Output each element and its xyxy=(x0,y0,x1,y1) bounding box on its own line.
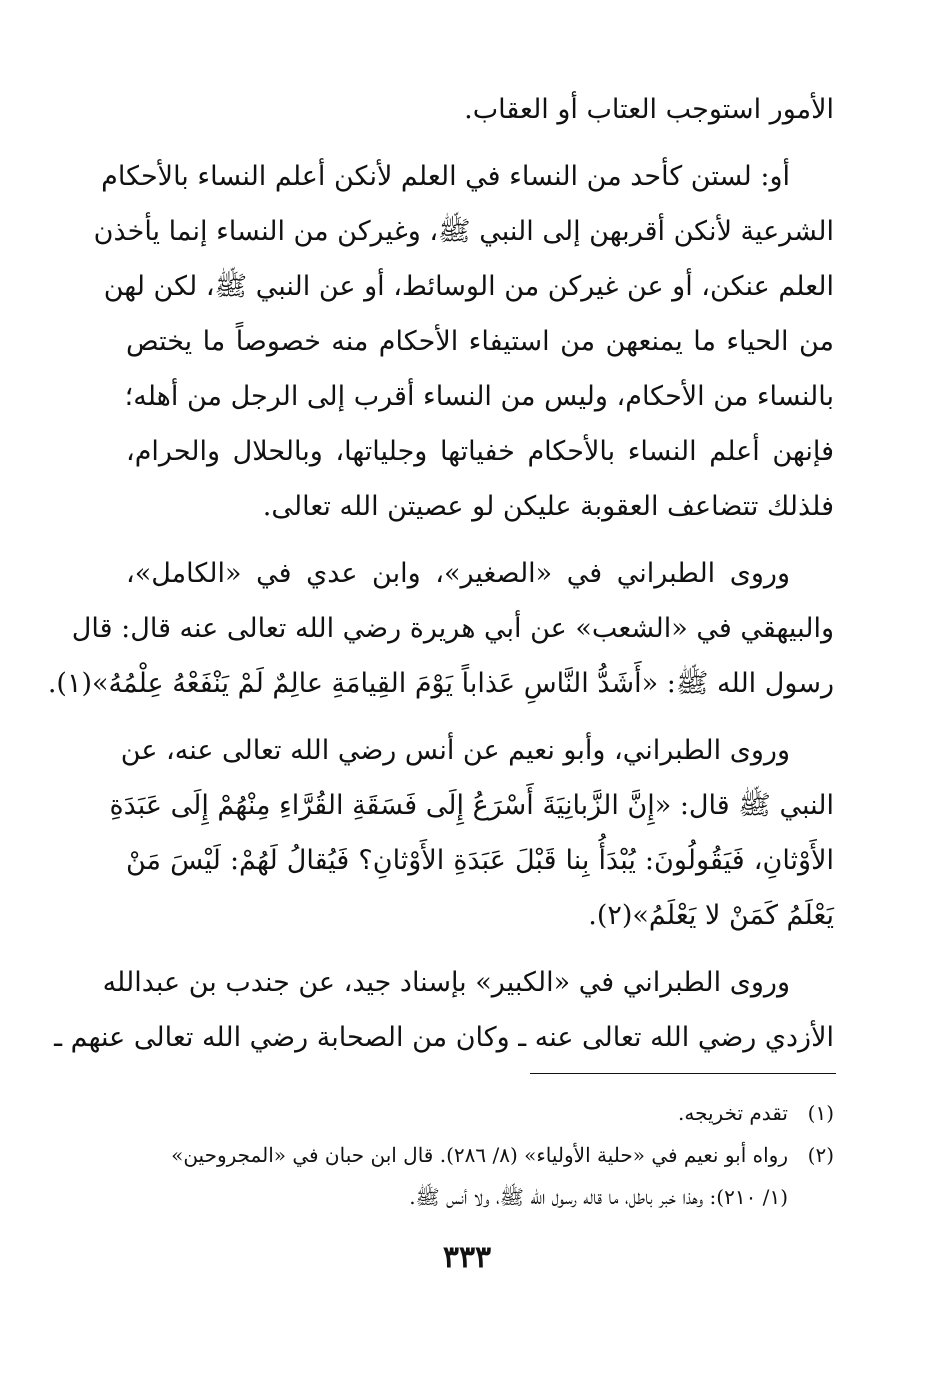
footnotes xyxy=(126,1092,834,1218)
text-line: الأزدي رضي الله تعالى عنه ـ وكان من الصحابة رضي الله تعالى عنهم ـ xyxy=(54,1022,834,1053)
page-number: ٣٣٣ xyxy=(442,1240,492,1275)
text-line: وروى الطبراني في «الصغير»، وابن عدي في «الكامل»، xyxy=(126,558,790,589)
text-line: من الحياء ما يمنعهن من استيفاء الأحكام منه خصوصاً ما يختص xyxy=(126,326,834,357)
footnote-text xyxy=(126,1134,788,1218)
text-line: وروى الطبراني، وأبو نعيم عن أنس رضي الله تعالى عنه، عن xyxy=(120,735,790,766)
paragraph-continuation xyxy=(126,82,834,137)
footnote-text xyxy=(126,1092,788,1134)
text-line: وروى الطبراني في «الكبير» بإسناد جيد، عن جندب بن عبدالله xyxy=(102,967,790,998)
paragraph-tafsir xyxy=(93,149,834,534)
text-line: أو: لستن كأحد من النساء في العلم لأنكن أعلم النساء بالأحكام xyxy=(101,161,790,192)
text-line: رسول الله ﷺ: «أَشَدُّ النَّاسِ عَذاباً يَوْمَ القِيامَةِ عالِمٌ لَمْ يَنْفَعْهُ عِلْمُهُ»(١). xyxy=(47,668,834,699)
footnote-line: رواه أبو نعيم في «حلية الأولياء» (٨/ ٢٨٦). قال ابن حبان في «المجروحين» xyxy=(171,1143,788,1167)
main-text xyxy=(47,82,834,1077)
footnote-2 xyxy=(126,1134,834,1218)
footnote-line: (١/ ٢١٠): وهذا خبر باطل، ما قاله رسول الله ﷺ، ولا أنس ﷺ. xyxy=(409,1185,788,1209)
footnote-number: (٢) xyxy=(807,1143,834,1167)
footnote-number: (١) xyxy=(807,1101,834,1125)
paragraph-hadith-3 xyxy=(54,955,834,1065)
footnote-1 xyxy=(126,1092,834,1134)
text-line: العلم عنكن، أو عن غيركن من الوسائط، أو عن النبي ﷺ، لكن لهن xyxy=(103,271,834,302)
text-line: النبي ﷺ قال: «إِنَّ الزَّبانِيَةَ أَسْرَعُ إِلَى فَسَقَةِ القُرَّاءِ مِنْهُمْ إِلَى عَبَدَةِ xyxy=(109,790,834,821)
footnote-divider xyxy=(530,1073,836,1074)
text-line: بالنساء من الأحكام، وليس من النساء أقرب إلى الرجل من أهله؛ xyxy=(124,381,834,412)
text-line: فلذلك تتضاعف العقوبة عليكن لو عصيتن الله تعالى. xyxy=(262,491,834,522)
footnote-line: تقدم تخريجه. xyxy=(678,1101,788,1125)
text-line: فإنهن أعلم النساء بالأحكام خفياتها وجلياتها، وبالحلال والحرام، xyxy=(126,436,834,467)
paragraph-hadith-1 xyxy=(47,546,834,711)
text-line: الأَوْثانِ، فَيَقُولُونَ: يُبْدَأُ بِنا قَبْلَ عَبَدَةِ الأَوْثانِ؟ فَيُقالُ لَهُمْ: لَيْسَ مَنْ xyxy=(126,845,834,876)
text-line: الشرعية لأنكن أقربهن إلى النبي ﷺ، وغيركن من النساء إنما يأخذن xyxy=(93,216,834,247)
text-line: الأمور استوجب العتاب أو العقاب. xyxy=(464,94,834,125)
text-line: والبيهقي في «الشعب» عن أبي هريرة رضي الله تعالى عنه قال: قال xyxy=(71,613,834,644)
paragraph-hadith-2 xyxy=(109,723,834,943)
text-line: يَعْلَمُ كَمَنْ لا يَعْلَمُ»(٢). xyxy=(588,900,834,931)
